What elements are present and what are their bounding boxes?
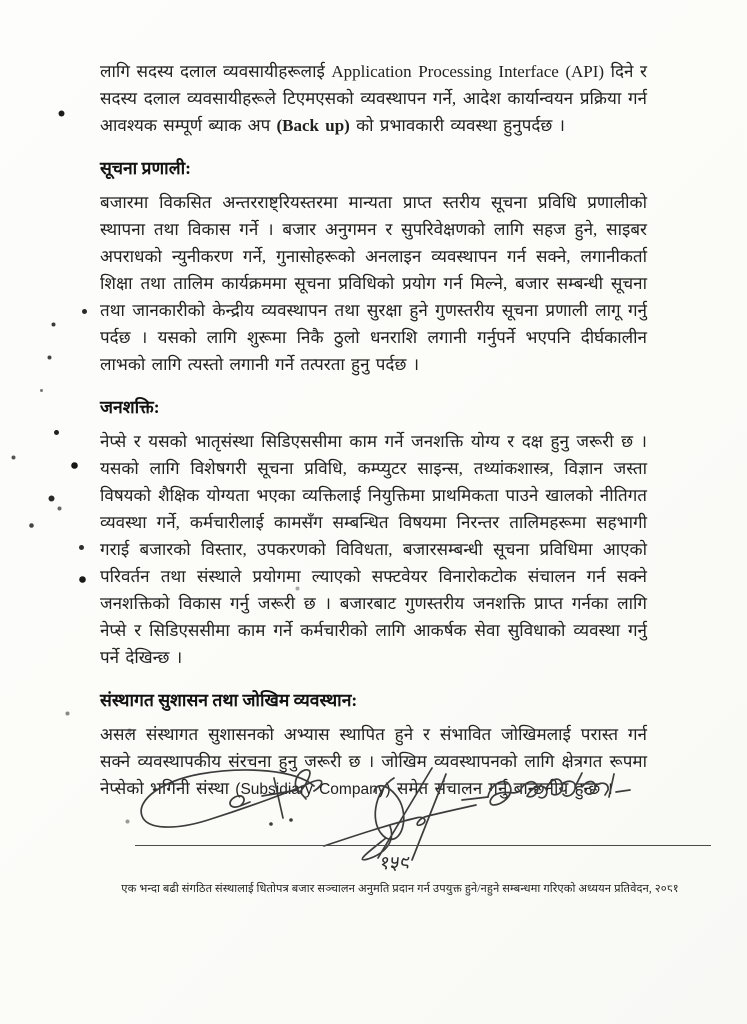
section-body-information-system: बजारमा विकसित अन्तरराष्ट्रियस्तरमा मान्यता प्राप्त स्तरीय सूचना प्रविधि प्रणालीको स्थापना तथा विकास गर्ने । बजार अनुगमन र सुपरिवेक्षणको लागि सहज हुने, साइबर अपराधको न्युनीकरण गर्ने, गुनासोहरूको अनलाइन व्यवस्थापन गर्न सक्ने, लगानीकर्ता शिक्षा तथा तालिम कार्यक्रममा सूचना प्रविधिको प्रयोग गर्न मिल्ने, बजार सम्बन्धी सूचना तथा जानकारीको केन्द्रीय व्यवस्थापन तथा सुरक्षा हुने गुणस्तरीय सूचना प्रणाली लागू गर्नु पर्दछ । यसको लागि शुरूमा निकै ठुलो धनराशि लगानी गर्नुपर्ने भएपनि दीर्घकालीन लाभको लागि त्यस्तो लगानी गर्ने तत्परता हुनु पर्दछ । (100, 193, 647, 374)
section-heading-information-system: सूचना प्रणाली: (100, 158, 191, 178)
section-heading-governance-risk: संस्थागत सुशासन तथा जोखिम व्यवस्थान: (100, 690, 358, 710)
governance-text-start: असल संस्थागत सुशासनको अभ्यास स्थापित हुने र संभावित जोखिमलाई परास्त गर्न सक्ने व्यवस्थापकीय संरचना हुनु जरूरी छ । जोखिम व्यवस्थापनको लागि क्षेत्रगत रूपमा नेप्सेको भगिनी संस्था (100, 725, 647, 798)
continuation-text-end: को प्रभावकारी व्यवस्था हुनुपर्दछ । (349, 116, 566, 135)
continuation-text-start: लागि सदस्य दलाल व्यवसायीहरूलाई Application Processing Interface (API) दिने र सदस्य दलाल व्यवसायीहरूले टिएमएसको व्यवस्थापन गर्ने, आदेश कार्यान्वयन प्रक्रिया गर्न आवश्यक सम्पूर्ण ब्याक अप (100, 62, 647, 135)
scan-speckle-artifacts (0, 0, 3, 3)
backup-bold-text: (Back up) (276, 116, 350, 135)
footer-divider-line (135, 845, 711, 846)
continuation-paragraph (100, 58, 647, 139)
handwritten-signature-2 (324, 768, 476, 860)
page-number: १५९ (378, 852, 411, 875)
governance-text-end: समेत संचालन गर्नु बान्छनीय हुन्छ । (390, 779, 613, 798)
footer-text: एक भन्दा बढी संगठित संस्थालाई धितोपत्र बजार सञ्चालन अनुमति प्रदान गर्न उपयुक्त हुने/नहुने सम्बन्धमा गरिएको अध्ययन प्रतिवेदन, २०८१ (121, 883, 679, 895)
section-heading-manpower: जनशक्ति: (100, 397, 160, 417)
handwritten-signature-3 (462, 773, 630, 805)
document-body (100, 58, 647, 803)
section-body-manpower: नेप्से र यसको भातृसंस्था सिडिएससीमा काम गर्ने जनशक्ति योग्य र दक्ष हुनु जरूरी छ । यसको लागि विशेषगरी सूचना प्रविधि, कम्प्युटर साइन्स, तथ्यांकशास्त्र, विज्ञान जस्ता विषयको शैक्षिक योग्यता भएका व्यक्तिलाई नियुक्तिमा प्राथमिकता पाउने खालको नीतिगत व्यवस्था गर्ने, कर्मचारीलाई कामसँग सम्बन्धित विषयमा निरन्तर तालिमहरूमा सहभागी गराई बजारको विस्तार, उपकरणको विविधता, बजारसम्बन्धी सूचना प्रविधिमा आएको परिवर्तन तथा संस्थाले प्रयोगमा ल्याएको सफ्टवेयर विनारोकटोक संचालन गर्न सक्ने जनशक्तिको विकास गर्नु जरूरी छ । बजारबाट गुणस्तरीय जनशक्ति प्राप्त गर्नका लागि नेप्से र सिडिएससीमा काम गर्ने कर्मचारीको लागि आकर्षक सेवा सुविधाको व्यवस्था गर्नु पर्ने देखिन्छ । (100, 432, 647, 667)
handwritten-signature-1 (141, 770, 322, 827)
subsidiary-company-label: (Subsidiary Company) (235, 781, 391, 798)
